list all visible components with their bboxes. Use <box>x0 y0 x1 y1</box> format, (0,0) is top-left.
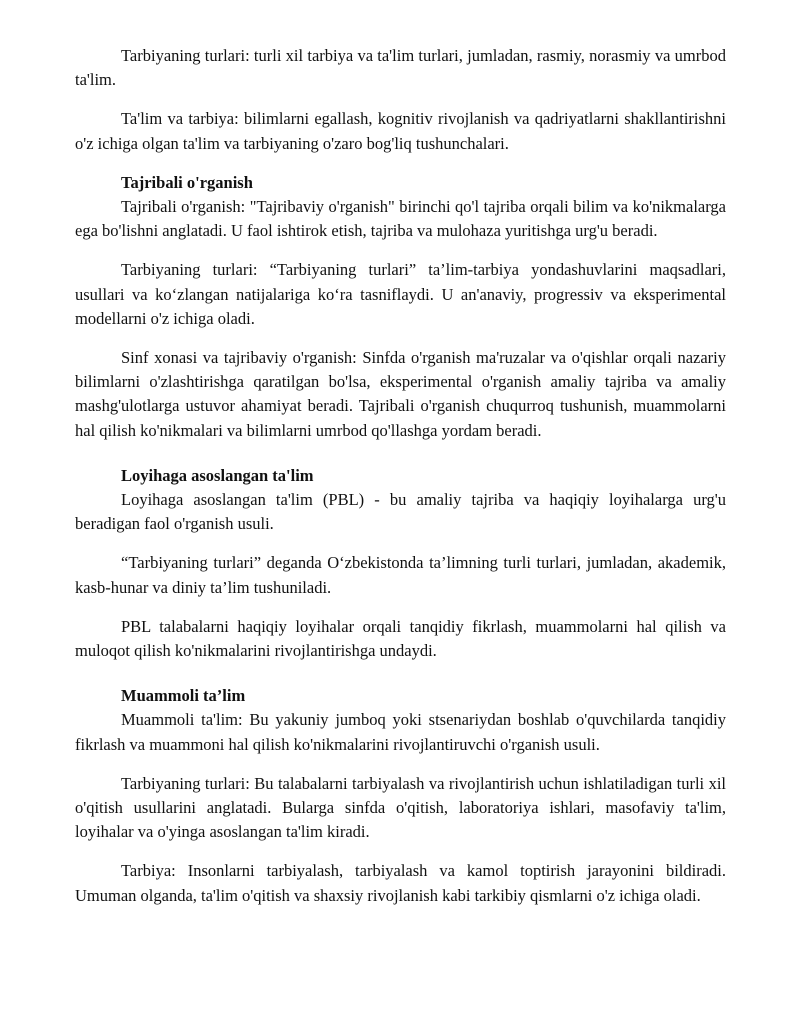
paragraph-types-of-upbringing: Tarbiyaning turlari: turli xil tarbiya va ta'lim turlari, jumladan, rasmiy, norasmiy va umrbod ta'lim. <box>75 46 726 90</box>
heading-project-based-learning: Loyihaga asoslangan ta'lim <box>121 465 314 485</box>
paragraph-pbl-skills: PBL talabalarni haqiqiy loyihalar orqali tanqidiy fikrlash, muammolarni hal qilish va muloqot qilish ko'nikmalarini rivojlantirishga undaydi. <box>75 616 726 661</box>
paragraph-upbringing-definition: Tarbiya: Insonlarni tarbiyalash, tarbiyalash va kamol toptirish jarayonini bildiradi. Umuman olganda, ta'lim o'qitish va shaxsiy rivojlanish kabi tarkibiy qismlarni o'z ichiga oladi. <box>75 861 726 905</box>
paragraph-types-uzbekistan: “Tarbiyaning turlari” deganda O‘zbekistonda ta’limning turli turlari, jumladan, akademik, kasb-hunar va diniy ta’lim tushuniladi. <box>75 553 726 597</box>
paragraph-education-and-upbringing: Ta'lim va tarbiya: bilimlarni egallash, kognitiv rivojlanish va qadriyatlarni shakllantirishni o'z ichiga olgan ta'lim va tarbiyaning o'zaro bog'liq tushunchalari. <box>75 109 726 153</box>
paragraph-problem-based-definition: Muammoli ta'lim: Bu yakuniy jumboq yoki stsenariydan boshlab o'quvchilarda tanqidiy fikrlash va muammoni hal qilish ko'nikmalarini rivojlantiruvchi o'rganish usuli. <box>75 710 726 754</box>
paragraph-classroom-vs-experiential: Sinf xonasi va tajribaviy o'rganish: Sinfda o'rganish ma'ruzalar va o'qishlar orqali nazariy bilimlarni o'zlashtirishga qaratilgan bo'lsa, eksperimental o'rganish amaliy tajriba va amaliy mashg'ulotlarga ustuvor ahamiyat beradi. Tajribali o'rganish chuqurroq tushunish, muammolarni hal qilish ko'nikmalari va bilimlarni umrbod qo'llashga yordam beradi. <box>75 348 726 440</box>
paragraph-types-classification: Tarbiyaning turlari: “Tarbiyaning turlari” ta’lim-tarbiya yondashuvlarini maqsadlari, usullari va ko‘zlangan natijalariga ko‘ra tasniflaydi. U an'anaviy, progressiv va eksperimental modellarni o'z ichiga oladi. <box>75 260 726 328</box>
paragraph-teaching-methods: Tarbiyaning turlari: Bu talabalarni tarbiyalash va rivojlantirish uchun ishlatiladigan turli xil o'qitish usullarini anglatadi. Bularga sinfda o'qitish, laboratoriya ishlari, masofaviy ta'lim, loyihalar va o'yinga asoslangan ta'lim kiradi. <box>75 773 726 842</box>
heading-experiential-learning: Tajribali o'rganish <box>121 172 253 192</box>
paragraph-pbl-definition: Loyihaga asoslangan ta'lim (PBL) - bu amaliy tajriba va haqiqiy loyihalarga urg'u beradigan faol o'rganish usuli. <box>75 490 726 534</box>
document-page <box>75 44 726 923</box>
paragraph-experiential-learning: Tajribali o'rganish: "Tajribaviy o'rganish" birinchi qo'l tajriba orqali bilim va ko'nikmalarga ega bo'lishni anglatadi. U faol ishtirok etish, tajriba va mulohaza yuritishga urg'u beradi. <box>75 197 726 241</box>
heading-problem-based-learning: Muammoli ta’lim <box>121 686 246 706</box>
